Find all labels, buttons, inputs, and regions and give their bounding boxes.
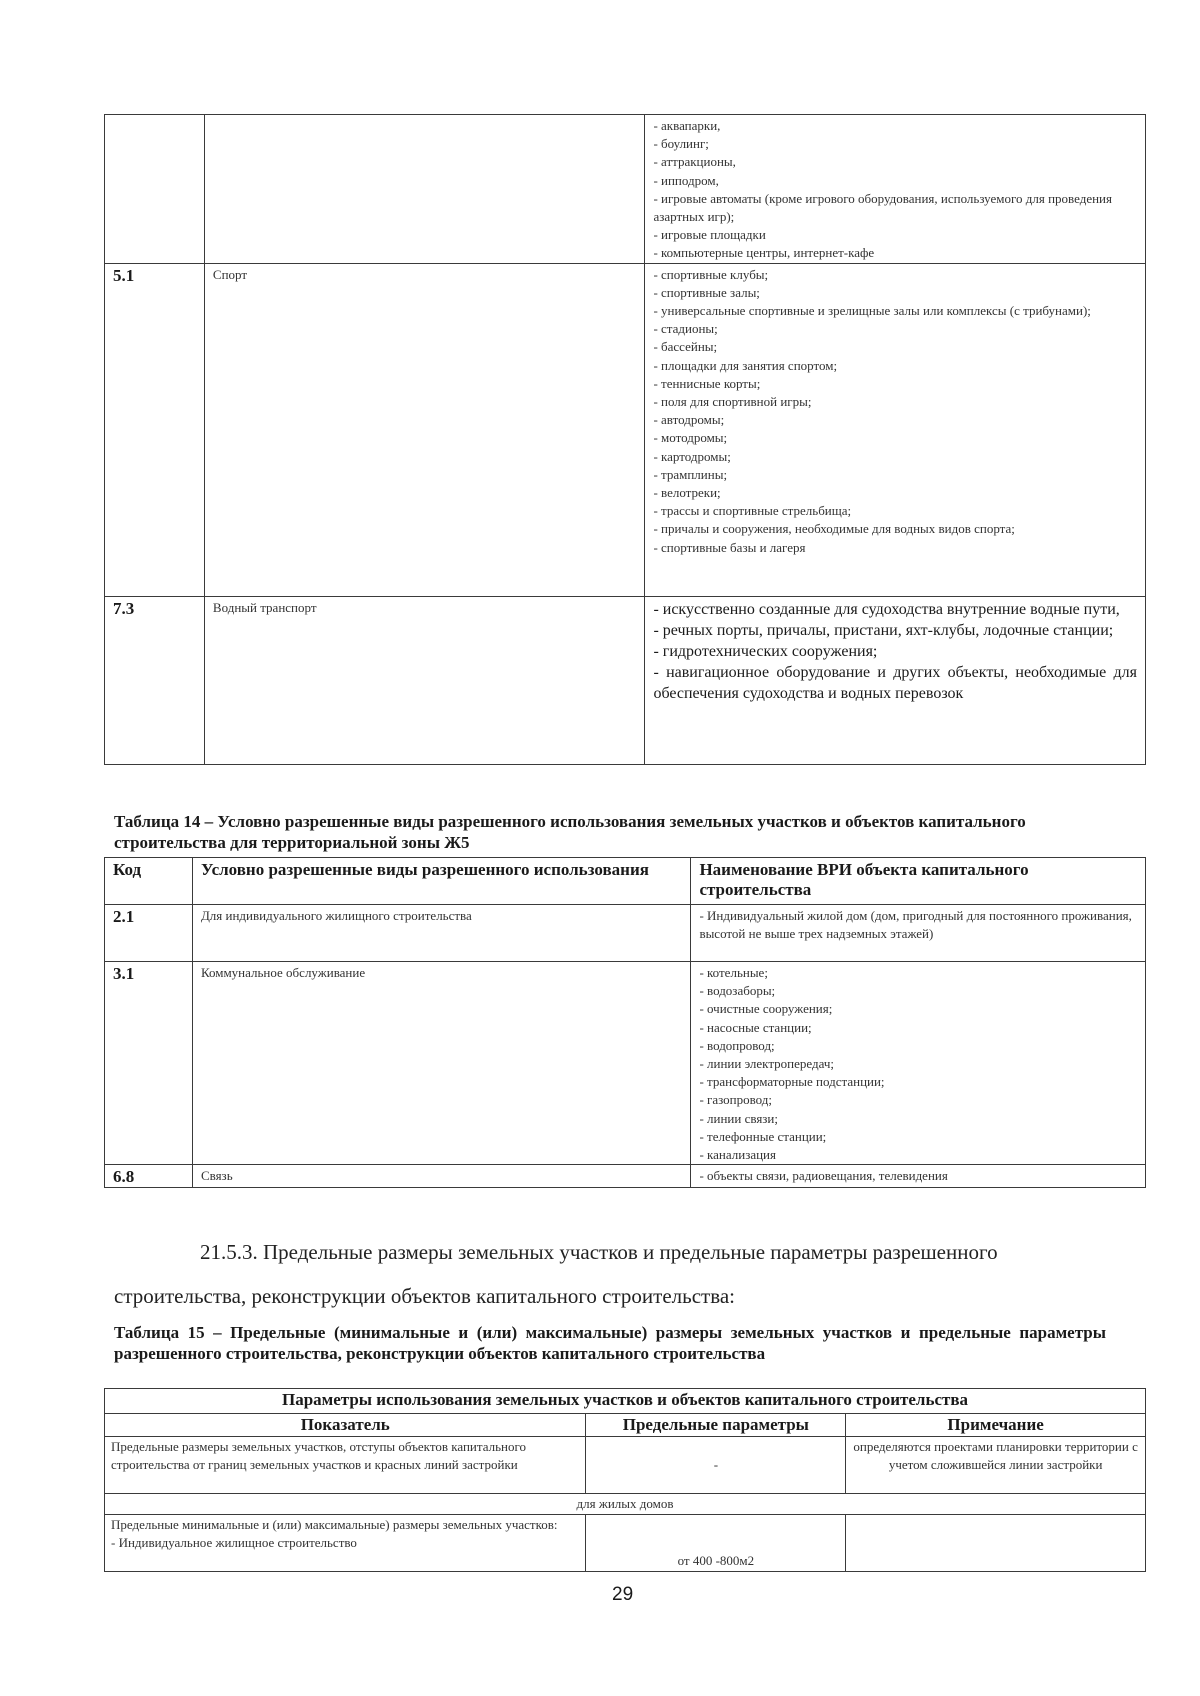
list-item: - спортивные залы; [653, 284, 760, 300]
indicator-cell: Предельные размеры земельных участков, отступы объектов капитального строительства от границ земельных участков и красных линий застройки [105, 1437, 586, 1494]
page-number: 29 [612, 1584, 634, 1605]
subheader-cell: для жилых домов [105, 1494, 1146, 1515]
list-item: - поля для спортивной игры; [653, 394, 812, 410]
list-item: - причалы и сооружения, необходимые для водных видов спорта; [653, 521, 1015, 537]
name-cell: Для индивидуального жилищного строительства [192, 905, 691, 962]
list-item: - ипподром, [653, 172, 719, 188]
list-item: - искусственно созданные для судоходства внутренние водные пути, [653, 600, 1120, 618]
items-cell [645, 596, 1146, 764]
indicator-cell [105, 1515, 586, 1572]
table-header-row [105, 858, 1146, 905]
list-item: - навигационное оборудование и других объекты, необходимые для обеспечения судоходства и водных перевозок [653, 663, 1137, 702]
list-item: - трассы и спортивные стрельбища; [653, 503, 852, 519]
code-cell: 2.1 [105, 905, 193, 962]
list-item: - объекты связи, радиовещания, телевидения [699, 1168, 948, 1184]
code-cell: 6.8 [105, 1165, 193, 1188]
list-item: - канализация [699, 1147, 776, 1163]
note-cell: определяются проектами планировки территории с учетом сложившейся линии застройки [846, 1437, 1146, 1494]
section-heading-line-1: 21.5.3. Предельные размеры земельных участков и предельные параметры разрешенного [200, 1240, 998, 1264]
list-item: - линии электропередач; [699, 1056, 835, 1072]
list-item: - аквапарки, [653, 118, 721, 133]
list-item: - трансформаторные подстанции; [699, 1074, 885, 1090]
list-item: - боулинг; [653, 136, 709, 152]
name-cell [204, 115, 645, 264]
table-row [105, 905, 1146, 962]
table-title-row [105, 1389, 1146, 1414]
list-item: - бассейны; [653, 339, 718, 355]
code-cell: 5.1 [105, 263, 205, 596]
name-cell: Коммунальное обслуживание [192, 962, 691, 1165]
list-item: - спортивные клубы; [653, 266, 769, 282]
table-15-title: Параметры использования земельных участков и объектов капитального строительства [105, 1389, 1146, 1414]
table-14 [104, 857, 1146, 1188]
list-item: - игровые автоматы (кроме игрового оборудования, используемого для проведения азартных игр); [653, 190, 1112, 225]
list-item: - телефонные станции; [699, 1128, 827, 1144]
table-row [105, 1437, 1146, 1494]
list-item: - мотодромы; [653, 430, 728, 446]
list-item: - автодромы; [653, 412, 725, 428]
limit-cell: - [586, 1437, 846, 1494]
table-15 [104, 1388, 1146, 1572]
table-14-caption: Таблица 14 – Условно разрешенные виды разрешенного использования земельных участков и объектов капитального строительства для территориальной зоны Ж5 [114, 812, 1026, 852]
table-header-row [105, 1414, 1146, 1437]
section-heading-line-2: строительства, реконструкции объектов капитального строительства: [114, 1284, 735, 1308]
code-cell: 7.3 [105, 596, 205, 764]
list-item: - аттракционы, [653, 154, 736, 170]
list-item: - картодромы; [653, 448, 731, 464]
list-item: - газопровод; [699, 1092, 773, 1108]
list-item: - водопровод; [699, 1037, 775, 1053]
indicator-item: - Индивидуальное жилищное строительство [111, 1535, 357, 1551]
list-item: - спортивные базы и лагеря [653, 539, 806, 555]
table-row [105, 596, 1146, 764]
header-note: Примечание [846, 1414, 1146, 1437]
list-item: - компьютерные центры, интернет-кафе [653, 245, 875, 261]
header-limit: Предельные параметры [586, 1414, 846, 1437]
list-item: - стадионы; [653, 321, 718, 337]
header-use-type: Условно разрешенные виды разрешенного использования [192, 858, 691, 905]
items-cell [691, 962, 1146, 1165]
list-item: - котельные; [699, 965, 768, 980]
list-item: - линии связи; [699, 1110, 779, 1126]
list-item: - водозаборы; [699, 983, 776, 999]
note-cell [846, 1515, 1146, 1572]
code-cell: 3.1 [105, 962, 193, 1165]
code-cell [105, 115, 205, 264]
list-item: - насосные станции; [699, 1019, 812, 1035]
list-item: - теннисные корты; [653, 375, 761, 391]
table-row [105, 962, 1146, 1165]
list-item: - гидротехнических сооружения; [653, 642, 878, 660]
table-row [105, 1515, 1146, 1572]
list-item: - речных порты, причалы, пристани, яхт-клубы, лодочные станции; [653, 621, 1114, 639]
header-indicator: Показатель [105, 1414, 586, 1437]
indicator-text: Предельные минимальные и (или) максимальные) размеры земельных участков: [111, 1517, 558, 1533]
table-land-use-continuation [104, 114, 1146, 765]
list-item: - площадки для занятия спортом; [653, 357, 838, 373]
name-cell: Связь [192, 1165, 691, 1188]
list-item: - Индивидуальный жилой дом (дом, пригодный для постоянного проживания, высотой не выше трех надземных этажей) [699, 908, 1132, 942]
name-cell: Водный транспорт [204, 596, 645, 764]
list-item: - трамплины; [653, 466, 728, 482]
name-cell: Спорт [204, 263, 645, 596]
table-row [105, 263, 1146, 596]
items-cell [645, 115, 1146, 264]
header-code: Код [105, 858, 193, 905]
list-item: - игровые площадки [653, 227, 766, 243]
table-row [105, 1165, 1146, 1188]
list-item: - велотреки; [653, 485, 721, 501]
items-cell [691, 1165, 1146, 1188]
table-subheader-row [105, 1494, 1146, 1515]
items-cell [691, 905, 1146, 962]
list-item: - очистные сооружения; [699, 1001, 833, 1017]
header-vri-name: Наименование ВРИ объекта капитального строительства [691, 858, 1146, 905]
list-item: - универсальные спортивные и зрелищные залы или комплексы (с трибунами); [653, 303, 1091, 319]
table-15-caption: Таблица 15 – Предельные (минимальные и (или) максимальные) размеры земельных участков и предельные параметры разрешенного строительства, реконструкции объектов капитального строительства [114, 1323, 1106, 1363]
limit-cell: от 400 -800м2 [586, 1515, 846, 1572]
items-cell [645, 263, 1146, 596]
table-row [105, 115, 1146, 264]
